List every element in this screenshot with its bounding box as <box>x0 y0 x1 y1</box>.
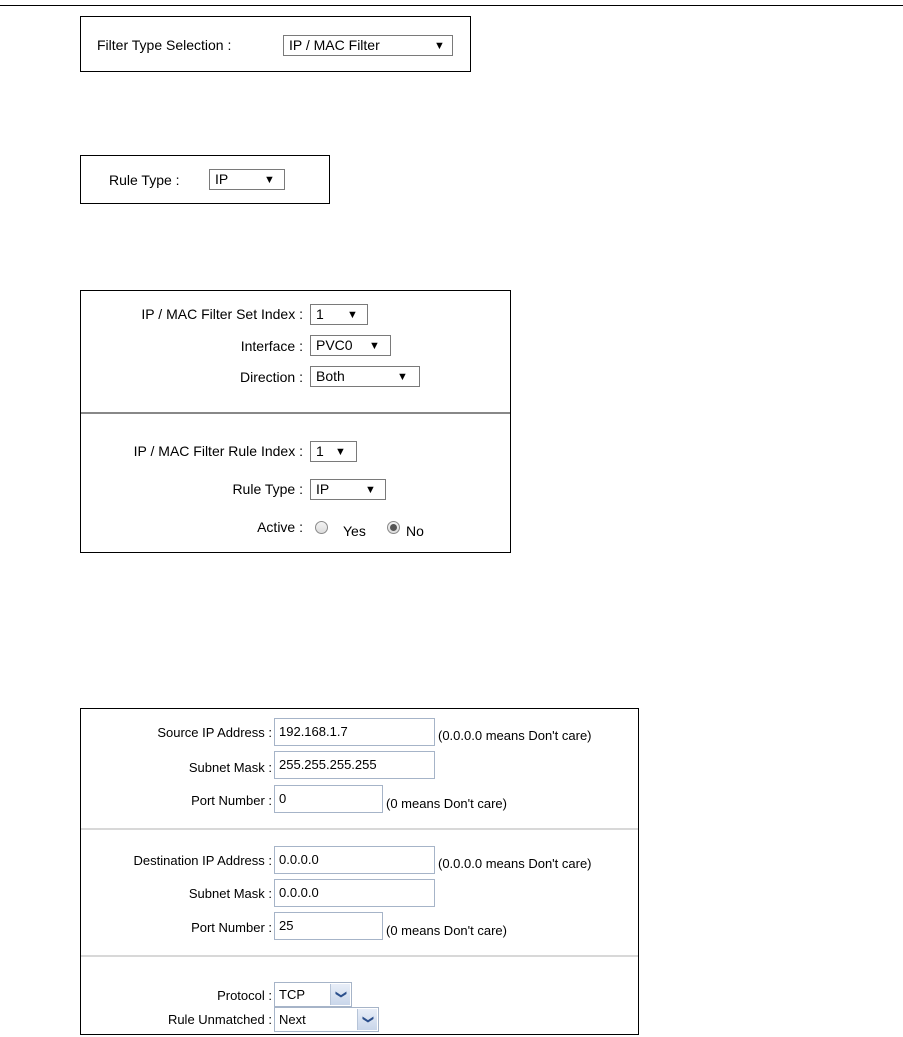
protocol-label: Protocol : <box>217 988 272 1003</box>
unmatched-value: Next <box>279 1012 306 1027</box>
source-ip-hint: (0.0.0.0 means Don't care) <box>438 728 592 743</box>
source-port-label: Port Number : <box>191 793 272 808</box>
rule-type-label: Rule Type : <box>109 172 180 188</box>
unmatched-label: Rule Unmatched : <box>167 1012 272 1027</box>
source-ip-input[interactable]: 192.168.1.7 <box>274 718 435 746</box>
dest-port-hint: (0 means Don't care) <box>386 923 507 938</box>
address-filter-panel <box>80 708 639 1035</box>
source-port-hint: (0 means Don't care) <box>386 796 507 811</box>
source-port-input[interactable]: 0 <box>274 785 383 813</box>
dest-ip-input[interactable]: 0.0.0.0 <box>274 846 435 874</box>
unmatched-select[interactable] <box>274 1007 379 1032</box>
dest-port-input[interactable]: 25 <box>274 912 383 940</box>
section-divider <box>81 412 510 414</box>
active-label: Active : <box>257 519 303 535</box>
section-divider <box>81 955 638 957</box>
interface-label: Interface : <box>240 338 303 354</box>
set-index-select[interactable] <box>310 304 368 325</box>
rule-index-select[interactable] <box>310 441 357 462</box>
dropdown-arrow-icon: ▼ <box>434 40 445 52</box>
source-mask-input[interactable]: 255.255.255.255 <box>274 751 435 779</box>
rule-type-value: IP <box>215 171 229 187</box>
rule-type-panel <box>80 155 330 204</box>
dropdown-arrow-icon: ▼ <box>365 484 376 496</box>
filter-type-label: Filter Type Selection : <box>97 37 232 53</box>
active-no-radio[interactable] <box>387 521 400 534</box>
top-rule <box>0 5 903 6</box>
filter-type-select[interactable] <box>283 35 453 56</box>
set-index-value: 1 <box>316 306 324 322</box>
rule-index-label: IP / MAC Filter Rule Index : <box>133 443 303 459</box>
dest-ip-hint: (0.0.0.0 means Don't care) <box>438 856 592 871</box>
interface-select[interactable] <box>310 335 391 356</box>
source-mask-label: Subnet Mask : <box>188 760 272 775</box>
active-yes-radio[interactable] <box>315 521 328 534</box>
rule-type-select[interactable] <box>209 169 285 190</box>
dest-ip-label: Destination IP Address : <box>133 853 272 868</box>
dropdown-arrow-icon: ▼ <box>347 309 358 321</box>
rule-index-value: 1 <box>316 443 324 459</box>
direction-label: Direction : <box>239 369 303 385</box>
protocol-select[interactable] <box>274 982 352 1007</box>
direction-value: Both <box>316 368 345 384</box>
filter-type-panel <box>80 16 471 72</box>
dest-mask-label: Subnet Mask : <box>188 886 272 901</box>
dropdown-arrow-icon: ▼ <box>397 371 408 383</box>
dropdown-arrow-icon: ▼ <box>335 446 346 458</box>
chevron-down-icon: ❯ <box>330 984 350 1005</box>
protocol-value: TCP <box>279 987 305 1002</box>
dropdown-arrow-icon: ▼ <box>369 340 380 352</box>
dest-mask-input[interactable]: 0.0.0.0 <box>274 879 435 907</box>
ip-mac-filter-panel <box>80 290 511 553</box>
dest-port-label: Port Number : <box>191 920 272 935</box>
set-index-label: IP / MAC Filter Set Index : <box>141 306 303 322</box>
active-no-label: No <box>406 523 424 539</box>
source-ip-label: Source IP Address : <box>157 725 272 740</box>
chevron-down-icon: ❯ <box>357 1009 377 1030</box>
filter-rule-type-label: Rule Type : <box>232 481 303 497</box>
active-yes-label: Yes <box>343 523 366 539</box>
filter-type-value: IP / MAC Filter <box>289 37 380 53</box>
direction-select[interactable] <box>310 366 420 387</box>
filter-rule-type-value: IP <box>316 481 330 497</box>
interface-value: PVC0 <box>316 337 353 353</box>
filter-rule-type-select[interactable] <box>310 479 386 500</box>
section-divider <box>81 828 638 830</box>
dropdown-arrow-icon: ▼ <box>264 174 275 186</box>
